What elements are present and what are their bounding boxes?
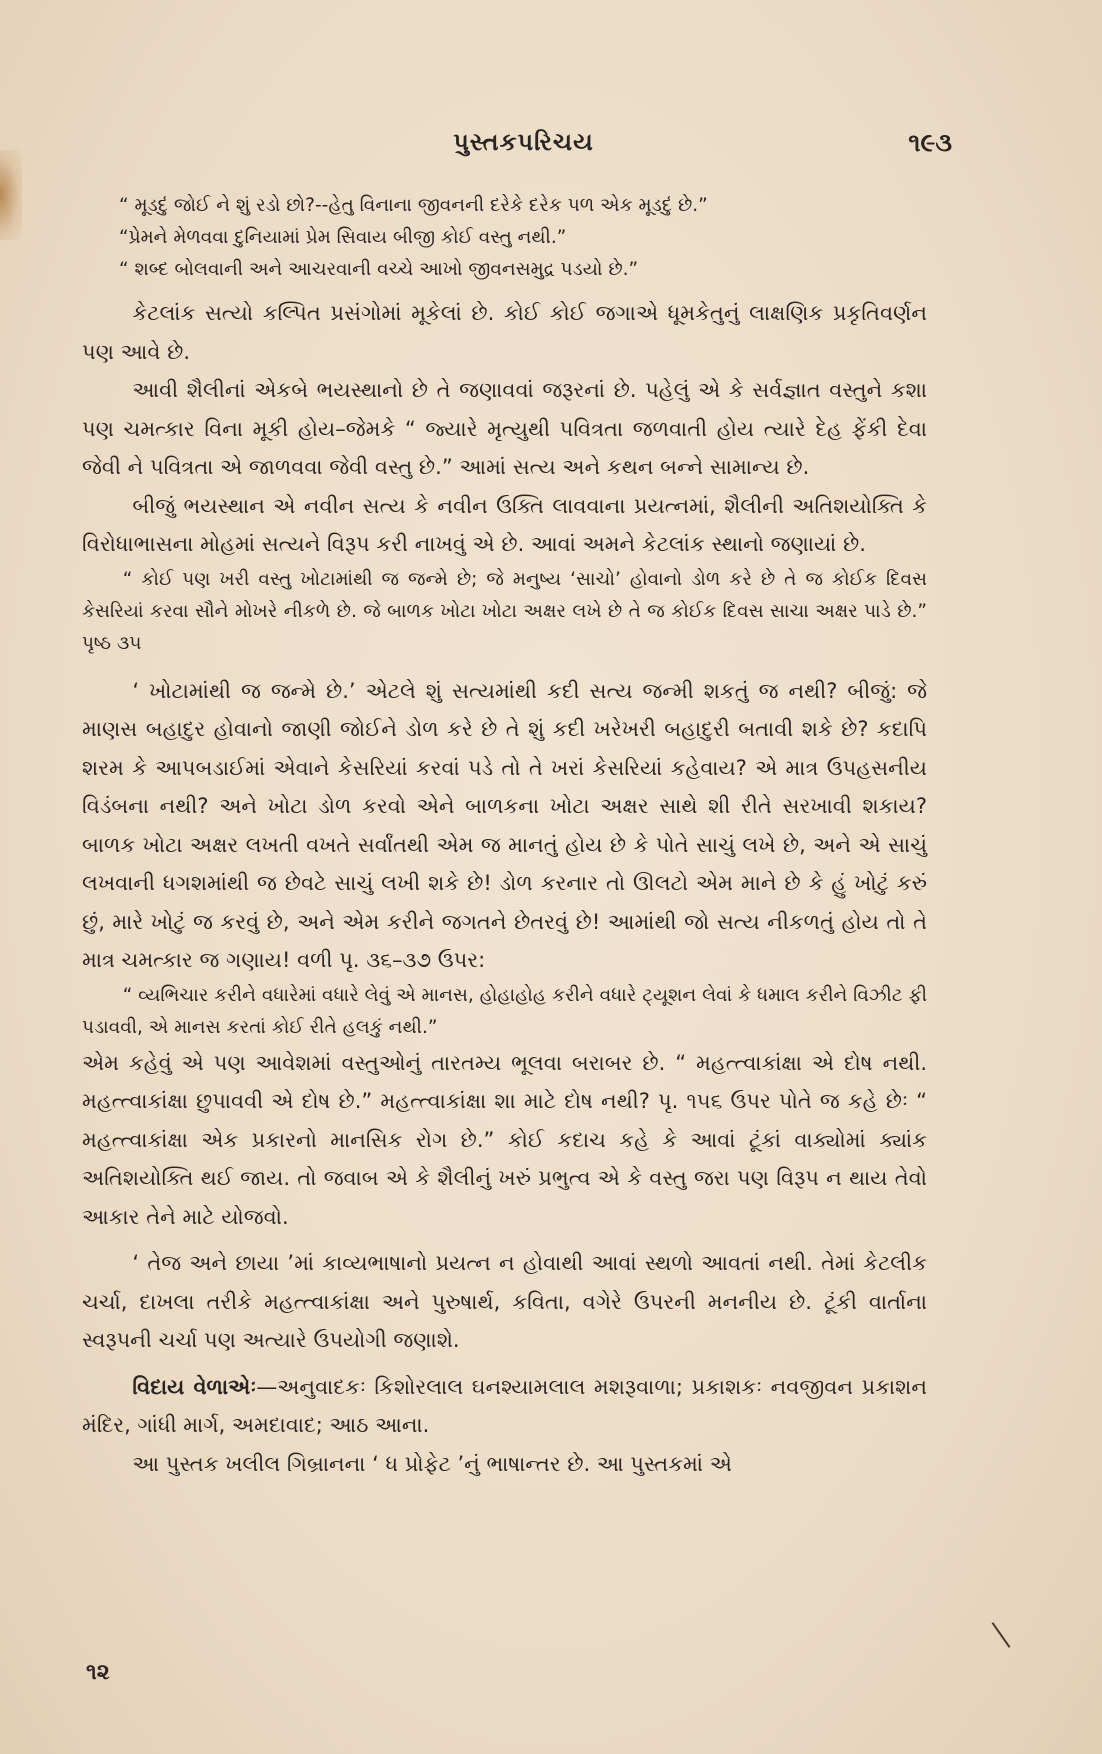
- paragraph: એમ કહેવું એ પણ આવેશમાં વસ્તુઓનું તારતમ્ય ભૂલવા બરાબર છે. “ મહત્ત્વાકાંક્ષા એ દોષ નથી. મહત્ત્વાકાંક્ષા છુપાવવી એ દોષ છે.” મહત્ત્વાકાંક્ષા શા માટે દોષ નથી? પૃ. ૧૫૬ ઉપર પોતે જ કહે છેઃ “ મહત્ત્વાકાંક્ષા એક પ્રકારનો માનસિક રોગ છે.” કોઈ કદાચ કહે કે આવાં ટૂંકાં વાક્યોમાં ક્યાંક અતિશયોક્તિ થઈ જાય. તો જવાબ એ કે શૈલીનું ખરું પ્રભુત્વ એ કે વસ્તુ જરા પણ વિરૂપ ન થાય તેવો આકાર તેને માટે યોજવો.: [82, 1050, 927, 1229]
- review-details: —અનુવાદકઃ કિશોરલાલ ઘનશ્યામલાલ મશરૂવાળા; પ્રકાશકઃ નવજીવન પ્રકાશન મંદિર, ગાંધી માર્ગ, અમદાવાદ; આઠ આના.: [82, 1374, 927, 1437]
- page-stain: [0, 150, 22, 240]
- pen-mark: [992, 1622, 1011, 1648]
- paragraph: ‘ તેજ અને છાયા ’માં કાવ્યભાષાનો પ્રયત્ન ન હોવાથી આવાં સ્થળો આવતાં નથી. તેમાં કેટલીક ચર્ચા, દાખલા તરીકે મહત્ત્વાકાંક્ષા અને પુરુષાર્થ, કવિતા, વગેરે ઉપરની મનનીય છે. ટૂંકી વાર્તાના સ્વરૂપની ચર્ચા પણ અત્યારે ઉપયોગી જણાશે.: [82, 1251, 927, 1352]
- review-title: વિદાય વેળાએઃ: [132, 1374, 257, 1399]
- page-body: [82, 190, 927, 1483]
- signature-mark: ૧૨: [86, 1660, 110, 1685]
- block-quote: “ કોઈ પણ ખરી વસ્તુ ખોટામાંથી જ જન્મે છે; જે મનુષ્ય ‘સાચો’ હોવાનો ડોળ કરે છે તે જ કોઈક દિવસ કેસરિયાં કરવા સૌને મોખરે નીકળે છે. જે બાળક ખોટા ખોટા અક્ષર લખે છે તે જ કોઈક દિવસ સાચા અક્ષર પાડે છે.” પૃષ્ઠ ૩૫: [82, 568, 927, 654]
- block-quote: “ વ્યભિચાર કરીને વધારેમાં વધારે લેવું એ માનસ, હોહાહોહ કરીને વધારે ટ્યૂશન લેવાં કે ધમાલ કરીને વિઝીટ ફી પડાવવી, એ માનસ કરતાં કોઈ રીતે હલકું નથી.”: [82, 984, 927, 1038]
- quote-line: “પ્રેમને મેળવવા દુનિયામાં પ્રેમ સિવાય બીજી કોઈ વસ્તુ નથી.”: [119, 227, 567, 248]
- quote-line: “ મૂડદું જોઈ ને શું રડો છો?--હેતુ વિનાના જીવનની દરેકે દરેક પળ એક મૂડદું છે.”: [119, 195, 708, 216]
- page-number: ૧૯૩: [908, 128, 952, 157]
- running-title: પુસ્તકપરિચય: [453, 128, 594, 156]
- review-entry: [82, 1368, 927, 1445]
- paragraph: કેટલાંક સત્યો કલ્પિત પ્રસંગોમાં મૂકેલાં છે. કોઈ કોઈ જગાએ ધૂમકેતુનું લાક્ષણિક પ્રકૃતિવર્ણન પણ આવે છે.: [82, 301, 927, 364]
- paragraph: બીજું ભયસ્થાન એ નવીન સત્ય કે નવીન ઉક્તિ લાવવાના પ્રયત્નમાં, શૈલીની અતિશયોક્તિ કે વિરોધાભાસના મોહમાં સત્યને વિરૂપ કરી નાખવું એ છે. આવાં અમને કેટલાંક સ્થાનો જણાયાં છે.: [82, 493, 927, 556]
- paragraph: આ પુસ્તક ખલીલ ગિબ્રાનના ‘ ધ પ્રોફેટ ’નું ભાષાન્તર છે. આ પુસ્તકમાં એ: [132, 1451, 732, 1476]
- paragraph: આવી શૈલીનાં એકબે ભયસ્થાનો છે તે જણાવવાં જરૂરનાં છે. પહેલું એ કે સર્વજ્ઞાત વસ્તુને કશા પણ ચમત્કાર વિના મૂકી હોય–જેમકે “ જ્યારે મૃત્યુથી પવિત્રતા જળવાતી હોય ત્યારે દેહ ફેંકી દેવા જેવી ને પવિત્રતા એ જાળવવા જેવી વસ્તુ છે.” આમાં સત્ય અને કથન બન્ને સામાન્ય છે.: [82, 378, 927, 479]
- paragraph: ‘ ખોટામાંથી જ જન્મે છે.’ એટલે શું સત્યમાંથી કદી સત્ય જન્મી શકતું જ નથી? બીજું: જે માણસ બહાદુર હોવાનો જાણી જોઈને ડોળ કરે છે તે શું કદી ખરેખરી બહાદુરી બતાવી શકે છે? કદાપિ શરમ કે આપબડાઈમાં એવાને કેસરિયાં કરવાં પડે તો તે ખરાં કેસરિયાં કહેવાય? એ માત્ર ઉપહસનીય વિડંબના નથી? અને ખોટા ડોળ કરવો એને બાળકના ખોટા અક્ષર સાથે શી રીતે સરખાવી શકાય? બાળક ખોટા અક્ષર લખતી વખતે સર્વાંતથી એમ જ માનતું હોય છે કે પોતે સાચું લખે છે, અને એ સાચું લખવાની ધગશમાંથી જ છેવટે સાચું લખી શકે છે! ડોળ કરનાર તો ઊલટો એમ માને છે કે હું ખોટું કરું છું, મારે ખોટું જ કરવું છે, અને એમ કરીને જગતને છેતરવું છે! આમાંથી જો સત્ય નીકળતું હોય તો તે માત્ર ચમત્કાર જ ગણાય! વળી પૃ. ૩૬–૩૭ ઉપર:: [82, 678, 927, 972]
- page-header: [95, 128, 952, 168]
- quote-line: “ શબ્દ બોલવાની અને આચરવાની વચ્ચે આખો જીવનસમુદ્ર પડયો છે.”: [119, 259, 639, 280]
